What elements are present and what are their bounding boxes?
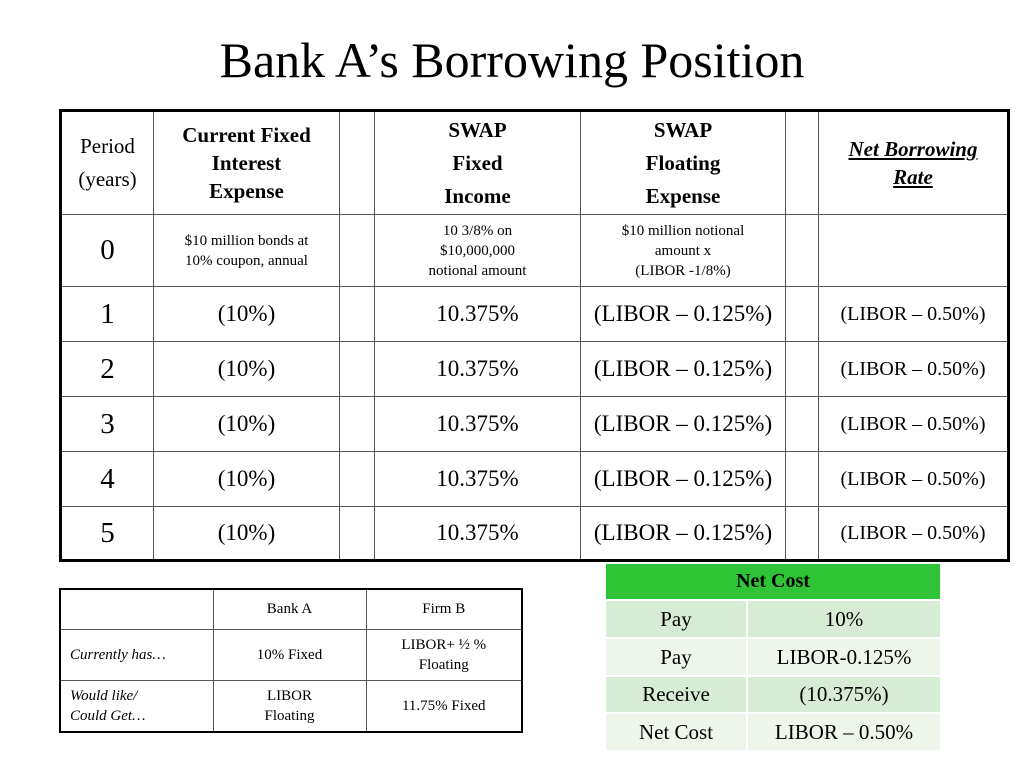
period-cell: 2 bbox=[61, 342, 154, 397]
net-cost-label: Pay bbox=[606, 638, 747, 676]
cmp-header-row bbox=[60, 589, 522, 629]
spacer-cell bbox=[786, 342, 819, 397]
net-cost-value: LIBOR – 0.50% bbox=[747, 713, 940, 750]
net-cost-label: Pay bbox=[606, 600, 747, 638]
slide-title: Bank A’s Borrowing Position bbox=[219, 32, 805, 88]
period-cell: 4 bbox=[61, 452, 154, 507]
cmp-cell-firm-b: 11.75% Fixed bbox=[366, 680, 522, 732]
net-cost-row bbox=[606, 638, 940, 676]
net-cost-table bbox=[606, 564, 940, 750]
net-rate-cell: (LIBOR – 0.50%) bbox=[819, 397, 1009, 452]
net-cost-header: Net Cost bbox=[606, 564, 940, 600]
spacer-cell bbox=[340, 342, 375, 397]
spacer-cell bbox=[340, 397, 375, 452]
swap-fixed-description: 10 3/8% on $10,000,000 notional amount bbox=[375, 215, 581, 287]
current-fixed-cell: (10%) bbox=[154, 397, 340, 452]
spacer-cell bbox=[786, 111, 819, 215]
current-fixed-cell: (10%) bbox=[154, 287, 340, 342]
swap-fixed-cell: 10.375% bbox=[375, 507, 581, 561]
spacer-cell bbox=[340, 215, 375, 287]
net-cost-label: Receive bbox=[606, 676, 747, 713]
net-rate-cell: (LIBOR – 0.50%) bbox=[819, 287, 1009, 342]
period-cell: 3 bbox=[61, 397, 154, 452]
swap-floating-description: $10 million notional amount x (LIBOR -1/8%) bbox=[581, 215, 786, 287]
swap-fixed-cell: 10.375% bbox=[375, 452, 581, 507]
cmp-row-currently-has bbox=[60, 629, 522, 680]
cmp-row-label: Currently has… bbox=[60, 629, 213, 680]
net-rate-cell: (LIBOR – 0.50%) bbox=[819, 342, 1009, 397]
spacer-cell bbox=[786, 397, 819, 452]
swap-fixed-cell: 10.375% bbox=[375, 397, 581, 452]
spacer-cell bbox=[786, 215, 819, 287]
cmp-row-label: Would like/ Could Get… bbox=[60, 680, 213, 732]
header-current-fixed: Current Fixed Interest Expense bbox=[154, 111, 340, 215]
cmp-corner-cell bbox=[60, 589, 213, 629]
current-fixed-description: $10 million bonds at 10% coupon, annual bbox=[154, 215, 340, 287]
cmp-header-bank-a: Bank A bbox=[213, 589, 366, 629]
cmp-row-would-like bbox=[60, 680, 522, 732]
swap-floating-cell: (LIBOR – 0.125%) bbox=[581, 507, 786, 561]
swap-floating-cell: (LIBOR – 0.125%) bbox=[581, 397, 786, 452]
header-swap-fixed: SWAP Fixed Income bbox=[375, 111, 581, 215]
net-cost-label: Net Cost bbox=[606, 713, 747, 750]
spacer-cell bbox=[340, 452, 375, 507]
borrowing-position-table bbox=[59, 109, 1010, 562]
swap-floating-cell: (LIBOR – 0.125%) bbox=[581, 342, 786, 397]
header-net-borrowing-rate: Net Borrowing Rate bbox=[819, 111, 1009, 215]
net-cost-value: 10% bbox=[747, 600, 940, 638]
swap-floating-cell: (LIBOR – 0.125%) bbox=[581, 287, 786, 342]
spacer-cell bbox=[786, 507, 819, 561]
table-row bbox=[61, 452, 1009, 507]
net-rate-cell: (LIBOR – 0.50%) bbox=[819, 507, 1009, 561]
net-cost-value: LIBOR-0.125% bbox=[747, 638, 940, 676]
table-row bbox=[61, 507, 1009, 561]
swap-fixed-cell: 10.375% bbox=[375, 342, 581, 397]
current-fixed-cell: (10%) bbox=[154, 507, 340, 561]
period-cell: 0 bbox=[61, 215, 154, 287]
net-rate-empty-cell bbox=[819, 215, 1009, 287]
spacer-cell bbox=[340, 111, 375, 215]
net-cost-row bbox=[606, 600, 940, 638]
spacer-cell bbox=[786, 452, 819, 507]
swap-fixed-cell: 10.375% bbox=[375, 287, 581, 342]
header-period: Period (years) bbox=[61, 111, 154, 215]
comparative-advantage-table bbox=[59, 588, 523, 733]
header-row bbox=[61, 111, 1009, 215]
table-row bbox=[61, 287, 1009, 342]
table-row bbox=[61, 342, 1009, 397]
swap-floating-cell: (LIBOR – 0.125%) bbox=[581, 452, 786, 507]
current-fixed-cell: (10%) bbox=[154, 342, 340, 397]
net-cost-value: (10.375%) bbox=[747, 676, 940, 713]
cmp-cell-bank-a: LIBOR Floating bbox=[213, 680, 366, 732]
table-row-period-0 bbox=[61, 215, 1009, 287]
current-fixed-cell: (10%) bbox=[154, 452, 340, 507]
header-swap-floating: SWAP Floating Expense bbox=[581, 111, 786, 215]
spacer-cell bbox=[340, 287, 375, 342]
period-cell: 5 bbox=[61, 507, 154, 561]
spacer-cell bbox=[340, 507, 375, 561]
cmp-cell-firm-b: LIBOR+ ½ % Floating bbox=[366, 629, 522, 680]
table-row bbox=[61, 397, 1009, 452]
period-cell: 1 bbox=[61, 287, 154, 342]
spacer-cell bbox=[786, 287, 819, 342]
cmp-header-firm-b: Firm B bbox=[366, 589, 522, 629]
net-rate-cell: (LIBOR – 0.50%) bbox=[819, 452, 1009, 507]
cmp-cell-bank-a: 10% Fixed bbox=[213, 629, 366, 680]
net-cost-row bbox=[606, 676, 940, 713]
net-cost-row bbox=[606, 713, 940, 750]
net-cost-header-row bbox=[606, 564, 940, 600]
